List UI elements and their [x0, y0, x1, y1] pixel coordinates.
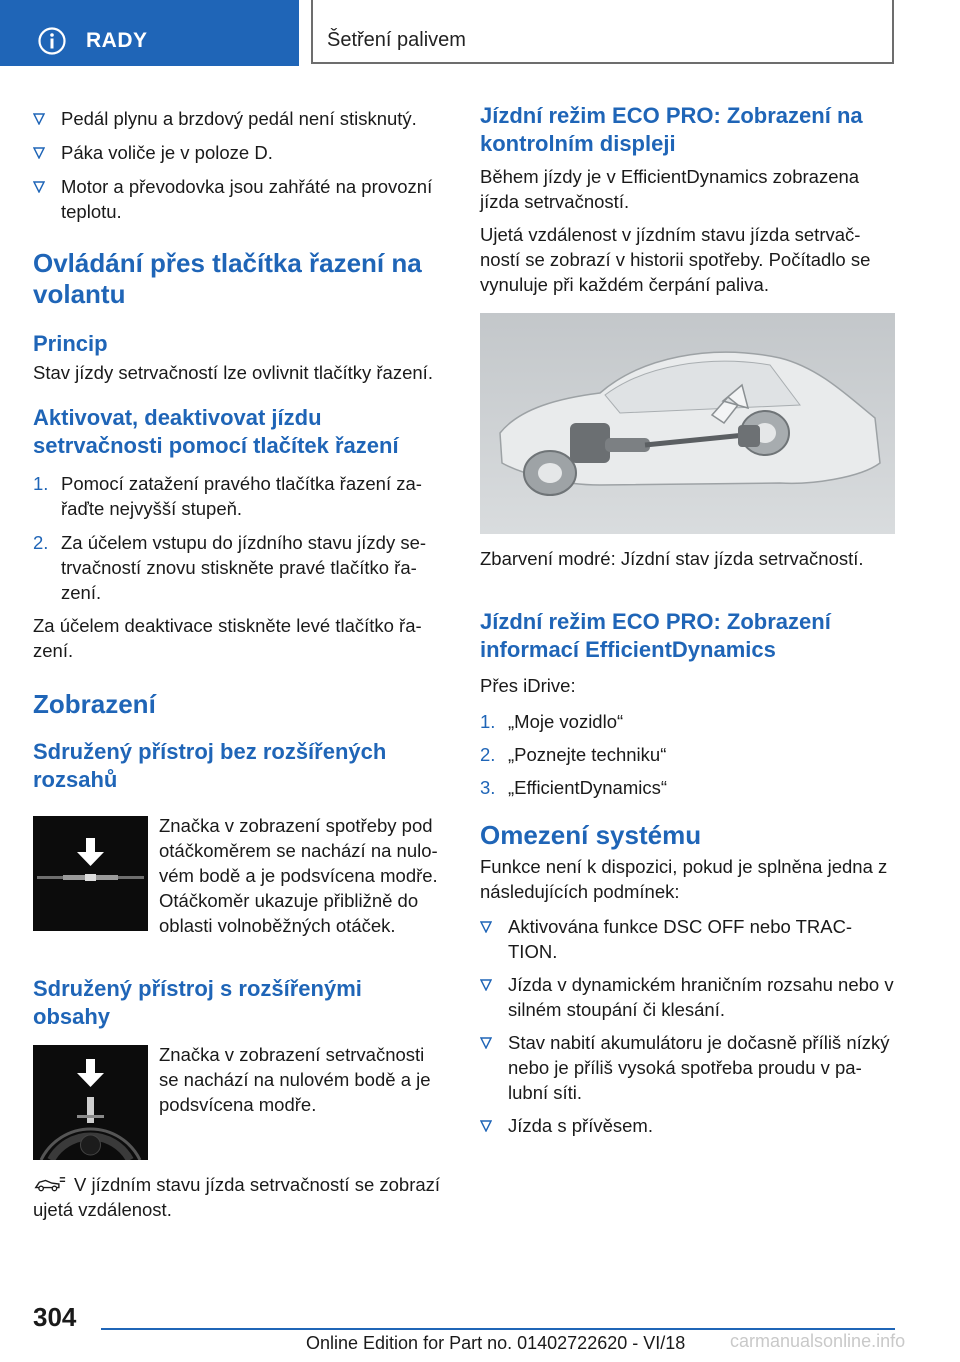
list-item: Aktivována funkce DSC OFF nebo TRAC-TION. — [480, 914, 898, 964]
list-item: 2. „Poznejte techniku“ — [480, 744, 667, 765]
list-item: Motor a převodovka jsou zahřáté na provozní teplotu. — [33, 174, 443, 224]
list-item: Páka voliče je v poloze D. — [33, 140, 443, 165]
left-column — [33, 96, 443, 794]
subsection-heading: Princip — [33, 331, 108, 356]
triangle-bullet-icon — [480, 921, 492, 933]
list-item: 1. „Moje vozidlo“ — [480, 711, 624, 732]
list-item: Jízda s přívěsem. — [480, 1113, 898, 1138]
paragraph: Značka v zobrazení spotřeby pod otáčkoměrem se nachází na nulo-vém bodě a je podsvícena modře. Otáčkoměr ukazuje přibližně do oblasti volnoběžných otáček. — [159, 815, 438, 936]
paragraph: Během jízdy je v EfficientDynamics zobrazena jízda setrvačností. — [480, 166, 860, 212]
list-item: 2. Za účelem vstupu do jízdního stavu jízdy se-trvačností znovu stiskněte pravé tlačítko řa-zení. — [33, 532, 427, 603]
list-item: Jízda v dynamickém hraničním rozsahu nebo v silném stoupání či klesání. — [480, 972, 898, 1022]
drivetrain-photo — [480, 313, 895, 534]
paragraph: Ujetá vzdálenost v jízdním stavu jízda setrvač-ností se zobrazí v historii spotřeby. Počítadlo se vynuluje při každém čerpání paliva. — [480, 224, 871, 295]
subsection-heading: Sdružený přístroj s rozšířenými obsahy — [33, 976, 362, 1029]
tab-label: RADY — [86, 29, 148, 52]
list-item: 3. „EfficientDynamics“ — [480, 777, 668, 798]
paragraph: Přes iDrive: — [480, 675, 576, 696]
coasting-gauge-icon — [33, 1045, 148, 1160]
triangle-bullet-icon — [480, 1120, 492, 1132]
subsection-heading: Jízdní režim ECO PRO: Zobrazení na kontrolním displeji — [480, 103, 863, 156]
list-item: 1. Pomocí zatažení pravého tlačítka řazení za-řaďte nejvyšší stupeň. — [33, 473, 422, 519]
section-heading: Zobrazení — [33, 689, 156, 719]
paragraph: Stav jízdy setrvačností lze ovlivnit tlačítky řazení. — [33, 362, 433, 383]
subsection-heading: Sdružený přístroj bez rozšířených rozsahů — [33, 739, 387, 792]
car-drivetrain-illustration — [480, 313, 895, 534]
triangle-bullet-icon — [33, 181, 45, 193]
subsection-heading: Aktivovat, deaktivovat jízdu setrvačnosti pomocí tlačítek řazení — [33, 405, 399, 458]
triangle-bullet-icon — [33, 113, 45, 125]
section-heading: Ovládání přes tlačítka řazení na volantu — [33, 248, 422, 309]
section-heading: Omezení systému — [480, 820, 702, 850]
cluster-basic-image — [33, 816, 148, 931]
subsection-heading: Jízdní režim ECO PRO: Zobrazení informací EfficientDynamics — [480, 609, 831, 662]
list-item: Stav nabití akumulátoru je dočasně příliš nízký nebo je příliš vysoká spotřeba proudu v pa-lubní síti. — [480, 1030, 898, 1105]
list-item: Pedál plynu a brzdový pedál není stisknutý. — [33, 106, 443, 131]
paragraph: Značka v zobrazení setrvačnosti se nachází na nulovém bodě a je podsvícena modře. — [159, 1044, 431, 1115]
header-tab — [0, 0, 299, 66]
info-icon — [37, 26, 67, 56]
triangle-bullet-icon — [480, 1037, 492, 1049]
paragraph: Funkce není k dispozici, pokud je splněna jedna z následujících podmínek: — [480, 856, 888, 902]
down-arrow-icon — [33, 816, 148, 931]
right-column-lower — [480, 608, 898, 1138]
footer-divider — [101, 1328, 895, 1330]
right-column — [480, 96, 898, 297]
image-caption: Zbarvení modré: Jízdní stav jízda setrvačností. — [480, 548, 864, 569]
triangle-bullet-icon — [480, 979, 492, 991]
paragraph: Za účelem deaktivace stiskněte levé tlačítko řa-zení. — [33, 615, 422, 661]
cluster-extended-image — [33, 1045, 148, 1160]
chapter-title: Šetření palivem — [327, 29, 466, 51]
watermark: carmanualsonline.info — [730, 1331, 906, 1351]
paragraph: V jízdním stavu jízda setrvačností se zobrazí ujetá vzdálenost. — [33, 1174, 441, 1220]
edition-text: Online Edition for Part no. 01402722620 - VI/18 — [306, 1333, 686, 1353]
page-number: 304 — [33, 1302, 77, 1332]
triangle-bullet-icon — [33, 147, 45, 159]
chapter-title-box — [311, 0, 894, 64]
